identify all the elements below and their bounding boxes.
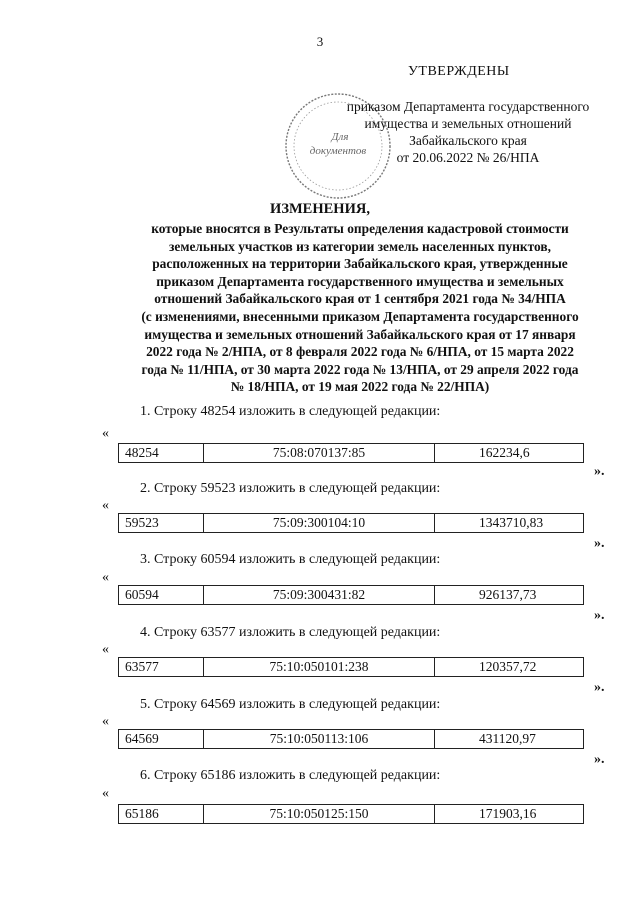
- subtitle-line: которые вносятся в Результаты определения кадастровой стоимости: [151, 221, 569, 236]
- subtitle-line: расположенных на территории Забайкальского края, утвержденные: [152, 256, 568, 272]
- subtitle-line: № 18/НПА, от 19 мая 2022 года № 22/НПА): [230, 379, 490, 395]
- order-line: Забайкальского края: [409, 133, 527, 148]
- cadastral-row-3: [118, 585, 584, 605]
- quote-open: «: [102, 786, 109, 801]
- item-heading-6: 6. Строку 65186 изложить в следующей редакции:: [140, 768, 441, 783]
- cadastral-row-4: [118, 657, 584, 677]
- subtitle-line: земельных участков из категории земель населенных пунктов,: [169, 238, 551, 254]
- quote-close: ».: [594, 752, 605, 767]
- row-number: 64569: [119, 730, 204, 749]
- approval-order: [318, 98, 618, 166]
- order-line: имущества и земельных отношений: [364, 116, 572, 131]
- cadastral-number: 75:10:050101:238: [204, 658, 435, 677]
- quote-open: «: [102, 570, 109, 585]
- item-heading-2: 2. Строку 59523 изложить в следующей редакции:: [140, 481, 441, 496]
- order-line: от 20.06.2022 № 26/НПА: [396, 150, 540, 165]
- subtitle-line: года № 11/НПА, от 30 марта 2022 года № 13/НПА, от 29 апреля 2022 года: [141, 361, 579, 377]
- order-line: приказом Департамента государственного: [346, 99, 590, 114]
- cadastral-number: 75:10:050113:106: [204, 730, 435, 749]
- subtitle-line: (с изменениями, внесенными приказом Департамента государственного: [141, 308, 579, 324]
- cadastral-row-6: [118, 804, 584, 824]
- quote-open: «: [102, 714, 109, 729]
- row-number: 59523: [119, 514, 204, 533]
- subtitle-line: 2022 года № 2/НПА, от 8 февраля 2022 года № 6/НПА, от 15 марта 2022: [146, 344, 574, 360]
- cadastral-row-2: [118, 513, 584, 533]
- cadastral-number: 75:09:300431:82: [204, 586, 435, 605]
- item-heading-3: 3. Строку 60594 изложить в следующей редакции:: [140, 552, 441, 567]
- cadastral-value: 171903,16: [435, 805, 584, 824]
- stamp-text-line-1: Для: [331, 131, 349, 143]
- cadastral-row-5: [118, 729, 584, 749]
- quote-open: «: [102, 498, 109, 513]
- cadastral-value: 120357,72: [435, 658, 584, 677]
- cadastral-number: 75:10:050125:150: [204, 805, 435, 824]
- row-number: 48254: [119, 444, 204, 463]
- document-subtitle: [100, 220, 620, 396]
- cadastral-number: 75:08:070137:85: [204, 444, 435, 463]
- item-heading-4: 4. Строку 63577 изложить в следующей редакции:: [140, 625, 441, 640]
- row-number: 65186: [119, 805, 204, 824]
- cadastral-value: 162234,6: [435, 444, 584, 463]
- stamp-text-line-2: документов: [309, 145, 367, 157]
- cadastral-row-1: [118, 443, 584, 463]
- quote-close: ».: [594, 536, 605, 551]
- cadastral-value: 926137,73: [435, 586, 584, 605]
- quote-open: «: [102, 642, 109, 657]
- subtitle-line: приказом Департамента государственного имущества и земельных: [156, 273, 564, 289]
- cadastral-number: 75:09:300104:10: [204, 514, 435, 533]
- item-heading-1: 1. Строку 48254 изложить в следующей редакции:: [140, 404, 441, 419]
- quote-close: ».: [594, 464, 605, 479]
- quote-open: «: [102, 426, 109, 441]
- approved-heading: УТВЕРЖДЕНЫ: [408, 64, 510, 79]
- document-title: ИЗМЕНЕНИЯ,: [270, 201, 370, 217]
- subtitle-line: имущества и земельных отношений Забайкальского края от 17 января: [144, 326, 576, 342]
- quote-close: ».: [594, 680, 605, 695]
- cadastral-value: 1343710,83: [435, 514, 584, 533]
- subtitle-line: отношений Забайкальского края от 1 сентября 2021 года № 34/НПА: [154, 291, 566, 307]
- cadastral-value: 431120,97: [435, 730, 584, 749]
- page-number: 3: [316, 34, 324, 49]
- item-heading-5: 5. Строку 64569 изложить в следующей редакции:: [140, 697, 441, 712]
- row-number: 60594: [119, 586, 204, 605]
- row-number: 63577: [119, 658, 204, 677]
- quote-close: ».: [594, 608, 605, 623]
